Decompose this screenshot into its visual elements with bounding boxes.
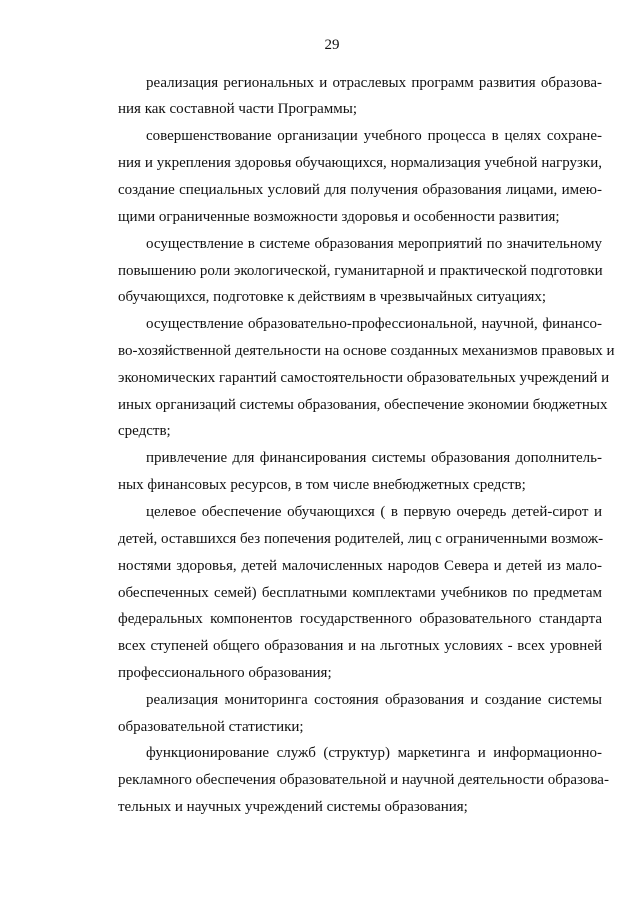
text-line: тельных и научных учреждений системы образования; — [118, 799, 468, 815]
text-line: реализация мониторинга состояния образования и создание системы — [146, 692, 602, 708]
text-line: привлечение для финансирования системы образования дополнитель- — [146, 450, 602, 466]
page-number: 29 — [324, 37, 340, 53]
text-line: повышению роли экологической, гуманитарной и практической подготовки — [118, 263, 603, 279]
text-line: во-хозяйственной деятельности на основе созданных механизмов правовых и — [118, 343, 615, 359]
text-line: рекламного обеспечения образовательной и научной деятельности образова- — [118, 772, 609, 788]
text-line: создание специальных условий для получения образования лицами, имею- — [118, 182, 602, 198]
text-line: средств; — [118, 423, 171, 439]
text-line: ностями здоровья, детей малочисленных народов Севера и детей из мало- — [118, 558, 602, 574]
text-line: щими ограниченные возможности здоровья и особенности развития; — [118, 209, 560, 225]
text-line: ния и укрепления здоровья обучающихся, нормализация учебной нагрузки, — [118, 155, 602, 171]
text-line: федеральных компонентов государственного образовательного стандарта — [118, 611, 602, 627]
text-line: детей, оставшихся без попечения родителей, лиц с ограниченными возмож- — [118, 531, 604, 547]
text-line: обеспеченных семей) бесплатными комплектами учебников по предметам — [118, 585, 602, 601]
text-line: профессионального образования; — [118, 665, 332, 681]
text-line: образовательной статистики; — [118, 719, 304, 735]
text-line: ния как составной части Программы; — [118, 101, 357, 117]
text-line: экономических гарантий самостоятельности образовательных учреждений и — [118, 370, 610, 386]
text-line: осуществление в системе образования мероприятий по значительному — [146, 236, 602, 252]
text-line: иных организаций системы образования, обеспечение экономии бюджетных — [118, 397, 608, 413]
text-line: ных финансовых ресурсов, в том числе внебюджетных средств; — [118, 477, 526, 493]
text-line: всех ступеней общего образования и на льготных условиях - всех уровней — [118, 638, 602, 654]
text-line: функционирование служб (структур) маркетинга и информационно- — [146, 745, 602, 761]
text-line: совершенствование организации учебного процесса в целях сохране- — [146, 128, 602, 144]
text-line: целевое обеспечение обучающихся ( в первую очередь детей-сирот и — [146, 504, 602, 520]
text-line: осуществление образовательно-профессиональной, научной, финансо- — [146, 316, 602, 332]
text-line: реализация региональных и отраслевых программ развития образова- — [146, 75, 602, 91]
text-line: обучающихся, подготовке к действиям в чрезвычайных ситуациях; — [118, 289, 547, 305]
